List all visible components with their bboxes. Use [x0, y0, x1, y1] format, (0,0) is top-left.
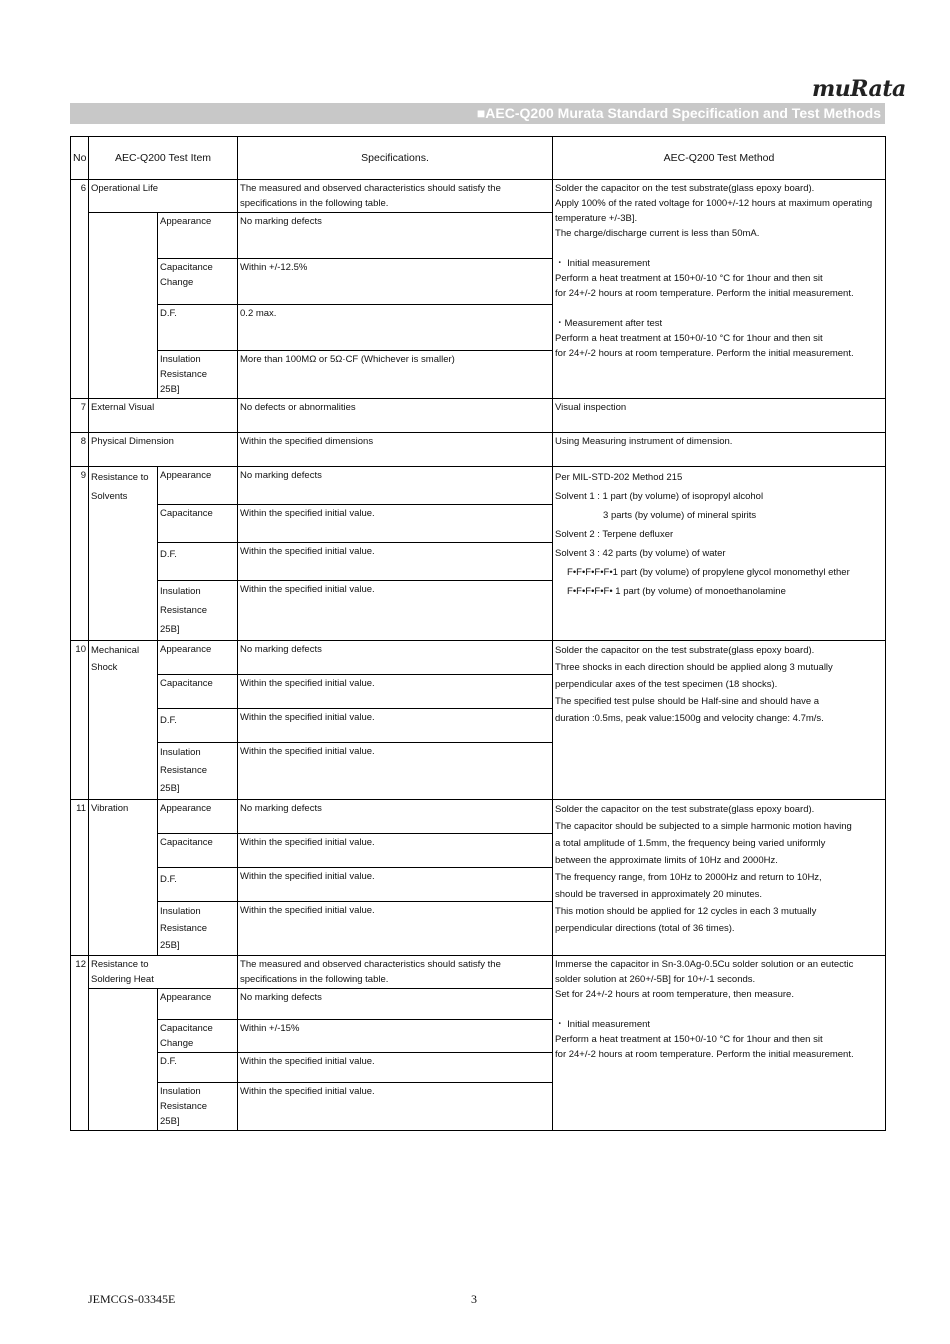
row-number: 8 [71, 433, 89, 467]
sub-item-spec: No marking defects [238, 641, 553, 675]
test-method: Immerse the capacitor in Sn-3.0Ag-0.5Cu solder solution or an eutectic solder solution at 260+/-5B] for 10+/-1 seconds. Set for 24+/-2 hours at room temperature, then measure. ・ Initial measurement Perform a heat treatment at 150+0/-10 °C for 1hour and then sit for 24+/-2 hours at room temperature. Perform the initial measurement. [553, 956, 886, 1131]
sub-item-spec: Within +/-12.5% [238, 259, 553, 305]
sub-item-spec: 0.2 max. [238, 305, 553, 351]
sub-item-spec: Within the specified initial value. [238, 1083, 553, 1131]
sub-item-label: Insulation Resistance 25B] [158, 1083, 238, 1131]
murata-logo: muRata [812, 76, 906, 102]
sub-item-spec: No marking defects [238, 213, 553, 259]
header-test-item: AEC-Q200 Test Item [89, 137, 238, 180]
document-title: ■AEC-Q200 Murata Standard Specification and Test Methods [476, 105, 881, 121]
sub-item-spec: No marking defects [238, 467, 553, 505]
sub-item-spec: Within the specified initial value. [238, 505, 553, 543]
sub-item-spec: Within the specified initial value. [238, 1053, 553, 1083]
header-no: No [71, 137, 89, 180]
document-id: JEMCGS-03345E [88, 1292, 176, 1306]
sub-item-label: Capacitance Change [158, 1020, 238, 1053]
sub-item-spec: Within the specified initial value. [238, 581, 553, 641]
table-row [71, 399, 886, 433]
sub-item-label: Insulation Resistance 25B] [158, 351, 238, 399]
table-row [71, 956, 886, 989]
page-number: 3 [471, 1292, 477, 1306]
sub-item-label: Appearance [158, 213, 238, 259]
row-number: 6 [71, 180, 89, 399]
test-method: Per MIL-STD-202 Method 215 Solvent 1 : 1 part (by volume) of isopropyl alcohol 3 parts (by volume) of mineral spirits Solvent 2 : Terpene defluxer Solvent 3 : 42 parts (by volume) of water F•F•F•F•F•1 part (by volume) of propylene glycol monomethyl ether F•F•F•F•F• 1 part (by volume) of monoethanolamine [553, 467, 886, 641]
row-number: 10 [71, 641, 89, 800]
sub-item-label: Capacitance Change [158, 259, 238, 305]
sub-item-spec: Within the specified initial value. [238, 709, 553, 743]
sub-item-label: Insulation Resistance 25B] [158, 743, 238, 800]
sub-item-spec: No marking defects [238, 989, 553, 1020]
test-method: Using Measuring instrument of dimension. [553, 433, 886, 467]
test-item: Operational Life [89, 180, 238, 213]
spec-value: No defects or abnormalities [238, 399, 553, 433]
sub-item-label: Appearance [158, 989, 238, 1020]
row-number: 11 [71, 800, 89, 956]
table-row [71, 433, 886, 467]
test-item: Resistance to Solvents [89, 467, 158, 641]
sub-item-label: Appearance [158, 467, 238, 505]
test-item: Physical Dimension [89, 433, 238, 467]
row-number: 7 [71, 399, 89, 433]
sub-item-label: Insulation Resistance 25B] [158, 902, 238, 956]
table-row [71, 641, 886, 675]
title-banner [70, 103, 885, 124]
row-number: 9 [71, 467, 89, 641]
test-item: Mechanical Shock [89, 641, 158, 800]
sub-item-label: Appearance [158, 641, 238, 675]
test-method: Visual inspection [553, 399, 886, 433]
spec-intro: The measured and observed characteristics should satisfy the specifications in the following table. [238, 956, 553, 989]
table-header-row [71, 137, 886, 180]
test-method: Solder the capacitor on the test substrate(glass epoxy board). Apply 100% of the rated voltage for 1000+/-12 hours at maximum operating temperature +/-3B]. The charge/discharge current is less than 50mA. ・ Initial measurement Perform a heat treatment at 150+0/-10 °C for 1hour and then sit for 24+/-2 hours at room temperature. Perform the initial measurement. ・Measurement after test Perform a heat treatment at 150+0/-10 °C for 1hour and then sit for 24+/-2 hours at room temperature. Perform the initial measurement. [553, 180, 886, 399]
item-spacer [89, 989, 158, 1131]
sub-item-spec: Within the specified initial value. [238, 743, 553, 800]
sub-item-label: D.F. [158, 305, 238, 351]
spec-table [70, 136, 886, 1131]
spec-value: Within the specified dimensions [238, 433, 553, 467]
test-method: Solder the capacitor on the test substrate(glass epoxy board). Three shocks in each direction should be applied along 3 mutually perpendicular axes of the test specimen (18 shocks). The specified test pulse should be Half-sine and should have a duration :0.5ms, peak value:1500g and velocity change: 4.7m/s. [553, 641, 886, 800]
sub-item-spec: Within the specified initial value. [238, 675, 553, 709]
sub-item-label: Capacitance [158, 675, 238, 709]
sub-item-spec: Within the specified initial value. [238, 834, 553, 868]
sub-item-spec: More than 100MΩ or 5Ω·CF (Whichever is smaller) [238, 351, 553, 399]
table-row [71, 800, 886, 834]
sub-item-label: D.F. [158, 543, 238, 581]
table-row [71, 180, 886, 213]
sub-item-label: Insulation Resistance 25B] [158, 581, 238, 641]
sub-item-spec: Within +/-15% [238, 1020, 553, 1053]
table-row [71, 467, 886, 505]
header-test-method: AEC-Q200 Test Method [553, 137, 886, 180]
sub-item-label: D.F. [158, 709, 238, 743]
sub-item-label: Capacitance [158, 505, 238, 543]
sub-item-spec: Within the specified initial value. [238, 543, 553, 581]
sub-item-spec: Within the specified initial value. [238, 868, 553, 902]
row-number: 12 [71, 956, 89, 1131]
sub-item-spec: Within the specified initial value. [238, 902, 553, 956]
sub-item-label: Capacitance [158, 834, 238, 868]
test-item: Vibration [89, 800, 158, 956]
item-spacer [89, 213, 158, 399]
sub-item-spec: No marking defects [238, 800, 553, 834]
test-method: Solder the capacitor on the test substrate(glass epoxy board). The capacitor should be subjected to a simple harmonic motion having a total amplitude of 1.5mm, the frequency being varied uniformly between the approximate limits of 10Hz and 2000Hz. The frequency range, from 10Hz to 2000Hz and return to 10Hz, should be traversed in approximately 20 minutes. This motion should be applied for 12 cycles in each 3 mutually perpendicular directions (total of 36 times). [553, 800, 886, 956]
test-item: External Visual [89, 399, 238, 433]
sub-item-label: D.F. [158, 868, 238, 902]
header-specifications: Specifications. [238, 137, 553, 180]
sub-item-label: Appearance [158, 800, 238, 834]
test-item: Resistance to Soldering Heat [89, 956, 238, 989]
sub-item-label: D.F. [158, 1053, 238, 1083]
spec-intro: The measured and observed characteristics should satisfy the specifications in the following table. [238, 180, 553, 213]
